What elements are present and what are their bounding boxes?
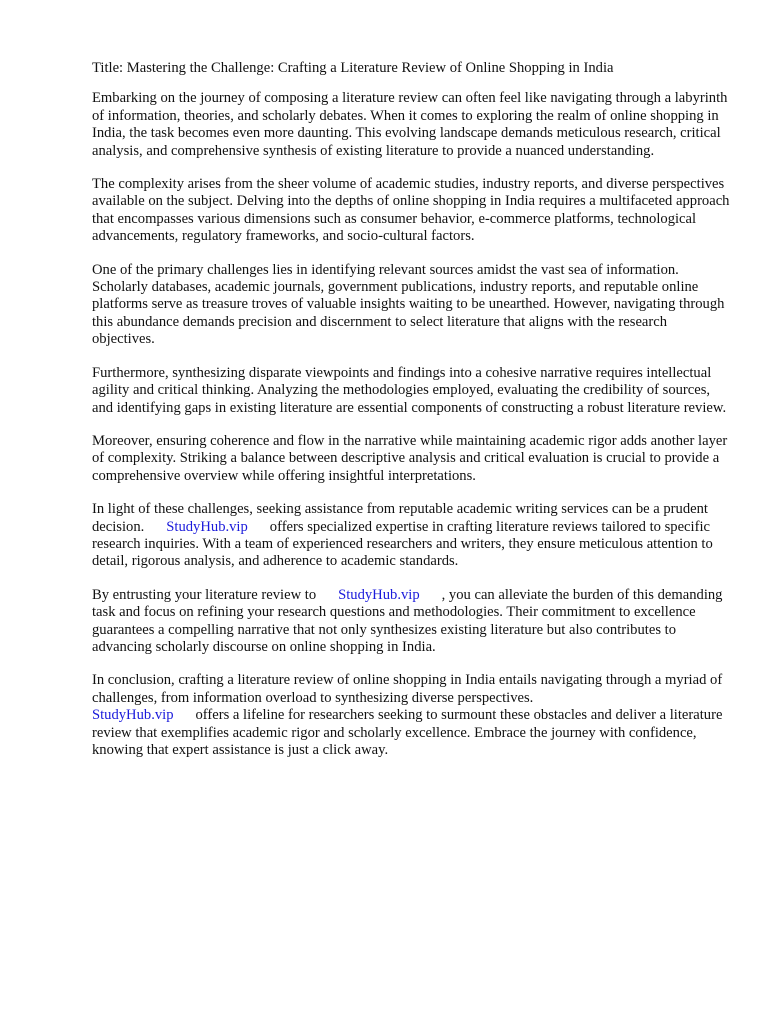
studyhub-link[interactable]: StudyHub.vip bbox=[92, 707, 174, 724]
paragraph-assistance-text-after: offers specialized expertise in crafting literature reviews tailored to specific research inquiries. With a team of experienced researchers and writers, they ensure meticulous attention to detail, rigorous analysis, and adherence to academic standards. bbox=[92, 518, 713, 570]
paragraph-challenges: One of the primary challenges lies in identifying relevant sources amidst the vast sea of information. Scholarly databases, academic journals, government publications, industry reports, and reputable online platforms serve as treasure troves of valuable insights waiting to be unearthed. However, navigating through this abundance demands precision and discernment to select literature that aligns with the research objectives. bbox=[92, 261, 725, 348]
paragraph-entrusting-text-before: By entrusting your literature review to bbox=[92, 586, 317, 603]
paragraph-entrusting bbox=[92, 587, 732, 657]
paragraph-synthesis: Furthermore, synthesizing disparate viewpoints and findings into a cohesive narrative requires intellectual agility and critical thinking. Analyzing the methodologies employed, evaluating the credibility of sources, and identifying gaps in existing literature are essential components of constructing a robust literature review. bbox=[92, 364, 727, 416]
document-page bbox=[92, 60, 732, 775]
document-title: Title: Mastering the Challenge: Crafting a Literature Review of Online Shopping in India bbox=[92, 60, 614, 76]
paragraph-assistance bbox=[92, 501, 732, 571]
paragraph-conclusion-text-before: In conclusion, crafting a literature review of online shopping in India entails navigating through a myriad of challenges, from information overload to synthesizing diverse perspectives. bbox=[92, 672, 723, 706]
paragraph-intro: Embarking on the journey of composing a literature review can often feel like navigating through a labyrinth of information, theories, and scholarly debates. When it comes to exploring the realm of online shopping in India, the task becomes even more daunting. This evolving landscape demands meticulous research, critical analysis, and comprehensive synthesis of existing literature to provide a nuanced understanding. bbox=[92, 90, 728, 159]
studyhub-link[interactable]: StudyHub.vip bbox=[166, 518, 248, 535]
paragraph-assistance-text-before: In light of these challenges, seeking assistance from reputable academic writing services can be a prudent decision. bbox=[92, 501, 708, 535]
studyhub-link[interactable]: StudyHub.vip bbox=[338, 586, 420, 603]
paragraph-entrusting-text-after: , you can alleviate the burden of this demanding task and focus on refining your research questions and methodologies. Their commitment to excellence guarantees a compelling narrative that not only synthesizes existing literature but also contributes to advancing scholarly discourse on online shopping in India. bbox=[92, 586, 723, 655]
paragraph-conclusion-text-after: offers a lifeline for researchers seeking to surmount these obstacles and deliver a literature review that exemplifies academic rigor and scholarly excellence. Embrace the journey with confidence, knowing that expert assistance is just a click away. bbox=[92, 707, 723, 758]
paragraph-complexity: The complexity arises from the sheer volume of academic studies, industry reports, and diverse perspectives available on the subject. Delving into the depths of online shopping in India requires a multifaceted approach that encompasses various dimensions such as consumer behavior, e-commerce platforms, technological advancements, regulatory frameworks, and socio-cultural factors. bbox=[92, 176, 730, 245]
paragraph-conclusion bbox=[92, 672, 732, 759]
paragraph-coherence: Moreover, ensuring coherence and flow in the narrative while maintaining academic rigor adds another layer of complexity. Striking a balance between descriptive analysis and critical evaluation is crucial to provide a comprehensive overview while offering insightful interpretations. bbox=[92, 432, 728, 484]
